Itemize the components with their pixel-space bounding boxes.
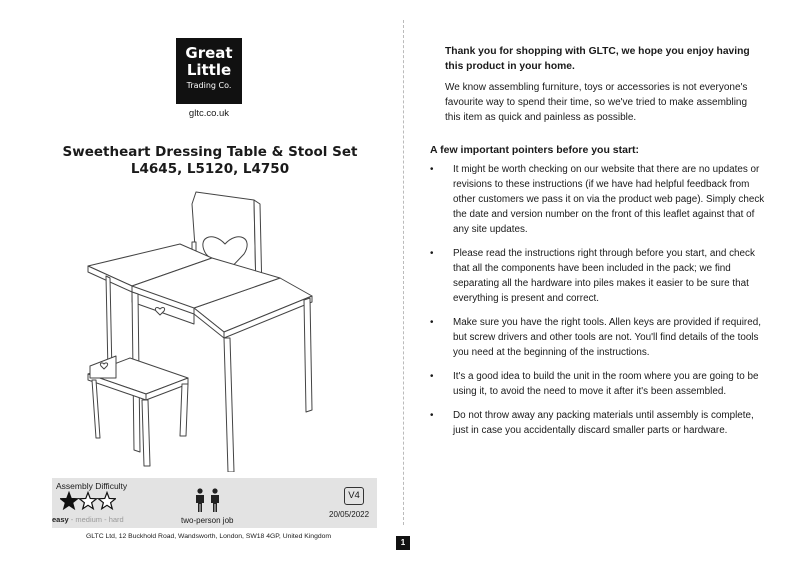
- leg-front-right: [224, 338, 234, 472]
- product-name: Sweetheart Dressing Table & Stool Set: [62, 144, 358, 160]
- difficulty-sep-1: -: [68, 515, 76, 524]
- product-codes: L4645, L5120, L4750: [130, 161, 290, 177]
- list-item: [430, 246, 766, 306]
- star-filled-icon: [60, 493, 77, 509]
- page-divider: [403, 20, 404, 525]
- version-badge: V4: [344, 487, 364, 505]
- list-item: [430, 408, 766, 438]
- difficulty-label: Assembly Difficulty: [56, 481, 128, 491]
- people-label: two-person job: [181, 516, 234, 525]
- difficulty-hard: hard: [108, 515, 124, 524]
- product-title: [60, 144, 360, 178]
- difficulty-sep-2: -: [102, 515, 109, 524]
- apron-heart: [155, 308, 164, 315]
- logo-line-1: Great: [185, 44, 233, 62]
- list-item-text: Please read the instructions right through before you start, and check that all the components have been included in the pack; we find separating all the hardware into piles makes it easier to be sure that everything is present and correct.: [453, 248, 755, 304]
- list-item: [430, 162, 766, 237]
- logo-line-2: Little: [186, 61, 232, 79]
- intro-text: We know assembling furniture, toys or accessories is not everyone's favourite way to spend their time, so we've tried to make assembling this item as quick and painless as possible.: [445, 82, 748, 123]
- bullet-glyph: •: [430, 410, 434, 421]
- dressing-table-illustration: [84, 182, 320, 472]
- page-number: 1: [396, 536, 410, 550]
- stool-leg-3: [180, 384, 188, 436]
- star-empty-icon: [79, 493, 96, 509]
- list-item: [430, 369, 766, 399]
- list-item-text: Do not throw away any packing materials until assembly is complete, just in case you accidentally discard smaller parts or hardware.: [453, 410, 754, 436]
- star-empty-icon: [98, 493, 115, 509]
- gltc-logo: [176, 38, 242, 104]
- list-item-text: Make sure you have the right tools. Allen keys are provided if required, but screw drivers and other tools are not. You'll find details of the tools you need at the beginning of the instructions.: [453, 317, 761, 358]
- bullet-glyph: •: [430, 248, 434, 259]
- stool-leg-1: [92, 380, 100, 438]
- leg-back-right: [304, 298, 312, 412]
- pointers-heading: A few important pointers before you start:: [430, 144, 640, 156]
- difficulty-easy: easy: [52, 515, 69, 524]
- version-date: 20/05/2022: [329, 510, 370, 519]
- bullet-glyph: •: [430, 317, 434, 328]
- website-url[interactable]: gltc.co.uk: [188, 108, 230, 119]
- pointers-list: [430, 162, 766, 447]
- list-item-text: It's a good idea to build the unit in the room where you are going to be using it, to avoid the need to move it after it's been assembled.: [453, 371, 759, 397]
- intro-bold-text: Thank you for shopping with GLTC, we hope you enjoy having this product in your home.: [445, 46, 750, 72]
- logo-line-3: Trading Co.: [186, 81, 232, 90]
- difficulty-stars-icon: [60, 491, 116, 511]
- two-person-icon: [193, 488, 223, 512]
- bullet-glyph: •: [430, 164, 434, 175]
- company-address: GLTC Ltd, 12 Buckhold Road, Wandsworth, London, SW18 4GP, United Kingdom: [86, 533, 332, 540]
- bullet-glyph: •: [430, 371, 434, 382]
- stool-leg-2: [142, 400, 150, 466]
- list-item: [430, 315, 766, 360]
- list-item-text: It might be worth checking on our website that there are no updates or revisions to these instructions (if we have had helpful feedback from other customers we pass it on via the product web page). Simply check the date and version number on the front of this leaflet against that of any site updates.: [453, 164, 765, 235]
- difficulty-scale: [52, 515, 124, 524]
- difficulty-medium: medium: [75, 515, 103, 524]
